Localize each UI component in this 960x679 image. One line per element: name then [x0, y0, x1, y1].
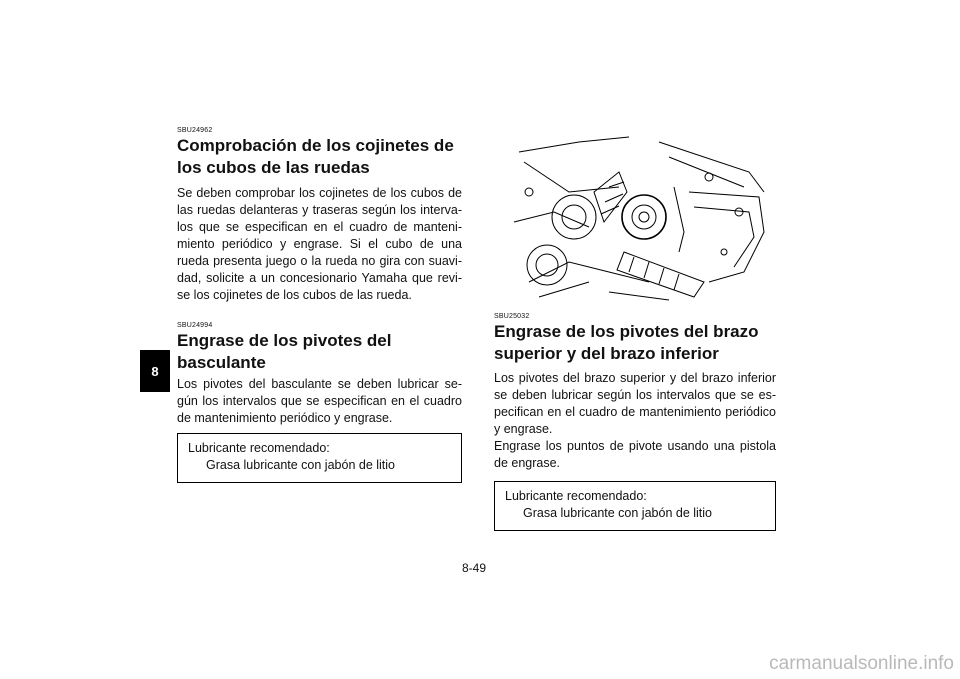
- section-text-arm-pivots: Los pivotes del brazo superior y del brazo inferior se deben lubricar según los intervalos que se es-pecifican en el cuadro de mantenimiento periódico y engrase.: [494, 371, 776, 436]
- lubricant-value: Grasa lubricante con jabón de litio: [523, 506, 713, 520]
- chapter-tab: 8: [140, 350, 170, 392]
- lubricant-box: [494, 481, 776, 531]
- lubricant-box: [177, 433, 462, 483]
- section-title-wheel-bearings: Comprobación de los cojinetes de los cubos de las ruedas: [177, 136, 454, 177]
- section-text-swingarm: Los pivotes del basculante se deben lubricar se-gún los intervalos que se especifican en el cuadro de mantenimiento periódico y engrase.: [177, 377, 462, 425]
- section-text-wheel-bearings: Se deben comprobar los cojinetes de los cubos de las ruedas delanteras y traseras según los interva-los que se especifican en el cuadro de manteni-miento periódico y engrase. Si el cubo de una rueda presenta juego o la rueda no gira con suavi-dad, solicite a un concesionario Yamaha que revi-se los cojinetes de los cubos de las rueda.: [177, 186, 462, 302]
- left-column: [177, 127, 462, 483]
- section-title-swingarm: Engrase de los pivotes del basculante: [177, 331, 392, 372]
- pivot-illustration: [509, 132, 769, 302]
- section-code: SBU24962: [177, 127, 213, 134]
- lubricant-label: Lubricante recomendado:: [188, 441, 330, 455]
- watermark: carmanualsonline.info: [769, 653, 954, 674]
- section-code: SBU25032: [494, 313, 530, 320]
- right-column: [494, 313, 776, 531]
- lubricant-value: Grasa lubricante con jabón de litio: [206, 458, 396, 472]
- section-text-grease-gun: Engrase los puntos de pivote usando una pistola de engrase.: [494, 439, 776, 470]
- section-title-arm-pivots: Engrase de los pivotes del brazo superior y del brazo inferior: [494, 322, 759, 363]
- lubricant-label: Lubricante recomendado:: [505, 489, 647, 503]
- section-code: SBU24994: [177, 322, 213, 329]
- page-number: 8-49: [462, 561, 487, 575]
